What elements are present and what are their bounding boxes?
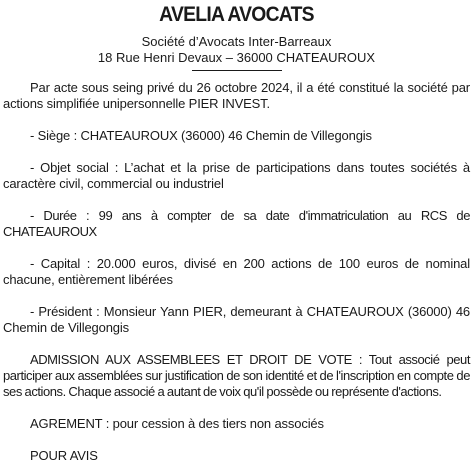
approval-clause: AGREMENT : pour cession à des tiers non associés — [30, 416, 324, 431]
firm-name: AVELIA AVOCATS — [159, 3, 314, 26]
share-capital: - Capital : 20.000 euros, divisé en 200 actions de 100 euros de nominal chacune, entièrement libérées — [3, 256, 470, 287]
president: - Président : Monsieur Yann PIER, demeurant à CHATEAUROUX (36000) 46 Chemin de Villegongis — [3, 304, 470, 335]
notice-header — [3, 4, 470, 71]
header-divider — [192, 70, 282, 71]
notice-body — [3, 80, 470, 464]
registered-office: - Siège : CHATEAUROUX (36000) 46 Chemin de Villegongis — [30, 128, 372, 143]
voting-rights: ADMISSION AUX ASSEMBLEES ET DROIT DE VOTE : Tout associé peut participer aux assemblées sur justification de son identité et de l'inscription en compte de ses actions. Chaque associé a autant de voix qu'il possède ou représente d'actions. — [3, 352, 470, 399]
firm-description: Société d’Avocats Inter-Barreaux — [141, 34, 332, 49]
firm-address: 18 Rue Henri Devaux – 36000 CHATEAUROUX — [97, 50, 376, 65]
constitution-paragraph: Par acte sous seing privé du 26 octobre 2024, il a été constitué la société par actions simplifiée unipersonnelle PIER INVEST. — [3, 80, 470, 111]
duration: - Durée : 99 ans à compter de sa date d'immatriculation au RCS de CHATEAUROUX — [3, 208, 470, 239]
corporate-purpose: - Objet social : L’achat et la prise de participations dans toutes sociétés à caractère civil, commercial ou industriel — [3, 160, 470, 191]
closing-notice: POUR AVIS — [30, 448, 98, 463]
